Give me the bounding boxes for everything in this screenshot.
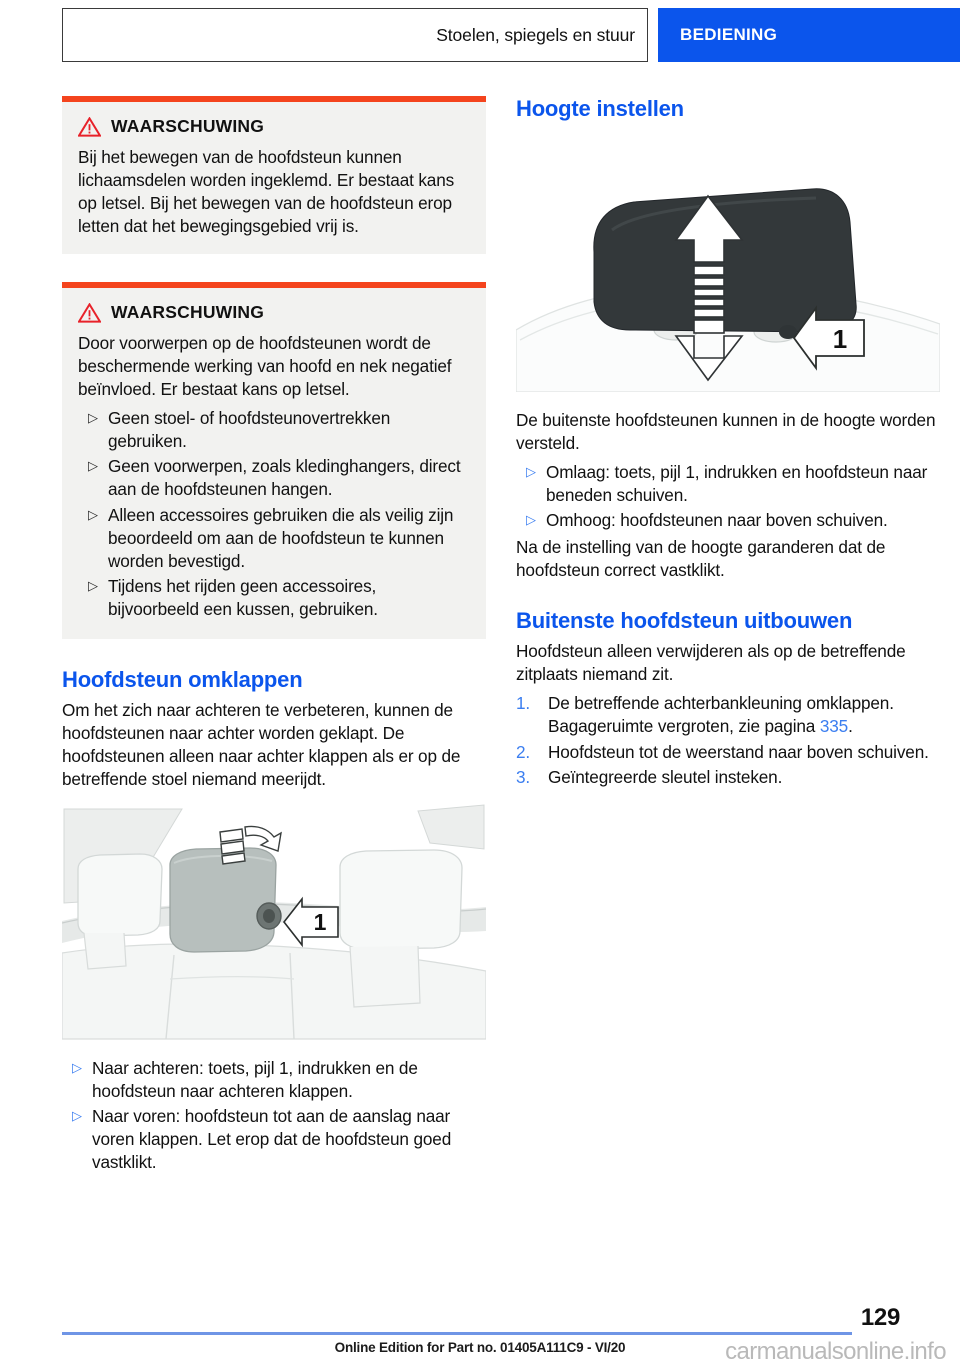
triangle-bullet-icon: ▷ xyxy=(88,506,98,522)
list-item xyxy=(62,1105,486,1174)
list-item-label: Tijdens het rijden geen accessoires, bijvoorbeeld een kussen, gebruiken. xyxy=(108,575,378,619)
step-number: 2. xyxy=(516,741,531,762)
height-intro: De buitenste hoofdsteunen kunnen in de hoogte worden versteld. xyxy=(516,410,936,454)
triangle-bullet-icon: ▷ xyxy=(72,1108,82,1124)
list-item xyxy=(516,741,940,764)
warning-1-title: WAARSCHUWING xyxy=(111,116,265,136)
figure-rear-seat-headrest-fold xyxy=(62,803,486,1045)
height-bullet-list xyxy=(516,461,940,532)
list-item-label: Omlaag: toets, pijl 1, indrukken en hoofdsteun naar beneden schuiven. xyxy=(546,462,928,506)
breadcrumb-chapter-label: Stoelen, spiegels en stuur xyxy=(436,24,635,45)
figure-callout-1: 1 xyxy=(313,908,327,935)
figure-headrest-height-adjust xyxy=(516,134,940,397)
breadcrumb-chapter-box xyxy=(62,8,648,62)
warning-2-header xyxy=(78,302,470,323)
rear-seat-headrest-fold-illustration xyxy=(62,803,486,1040)
list-item-label: Geen stoel- of hoofdsteunovertrekken gebruiken. xyxy=(108,408,391,452)
cross-reference-suffix: . xyxy=(848,716,853,737)
list-item xyxy=(78,575,470,621)
figure-callout-1: 1 xyxy=(832,324,848,354)
section-tab-label: BEDIENING xyxy=(680,25,778,44)
warning-1-header xyxy=(78,116,470,137)
page-footer xyxy=(0,1296,960,1365)
warning-2-bullet-list xyxy=(78,407,470,620)
remove-step-list xyxy=(516,692,940,788)
list-item-label: Omhoog: hoofdsteunen naar boven schuiven. xyxy=(546,510,888,531)
step-text: De betreffende achterbankleuning omklappen. xyxy=(548,693,894,714)
list-item xyxy=(516,692,940,738)
triangle-bullet-icon: ▷ xyxy=(526,464,536,480)
warning-triangle-icon xyxy=(78,303,101,323)
list-item-label: Geen voorwerpen, zoals kledinghangers, direct aan de hoofdsteunen hangen. xyxy=(108,456,461,500)
cross-reference-prefix: Bagageruimte vergroten, zie pagina xyxy=(548,716,820,737)
triangle-bullet-icon: ▷ xyxy=(88,577,98,593)
list-item-label: Geïntegreerde sleutel insteken. xyxy=(548,766,783,787)
footer-divider xyxy=(62,1332,852,1335)
section-tab-bediening xyxy=(658,8,960,62)
page-header xyxy=(0,0,960,70)
warning-1-body: Bij het bewegen van de hoofdsteun kunnen lichaamsdelen worden ingeklemd. Er bestaat kans op letsel. Bij het bewegen van de hoofdsteun erop letten dat het bewegingsgebied vrij is. xyxy=(78,147,455,237)
section-heading-remove: Buitenste hoofdsteun uitbouwen xyxy=(516,608,853,634)
section-heading-fold: Hoofdsteun omklappen xyxy=(62,666,303,692)
triangle-bullet-icon: ▷ xyxy=(526,512,536,528)
step-cross-reference xyxy=(548,716,853,736)
triangle-bullet-icon: ▷ xyxy=(72,1059,82,1075)
step-number: 1. xyxy=(516,693,531,714)
list-item xyxy=(78,455,470,501)
list-item xyxy=(516,509,940,532)
edition-note: Online Edition for Part no. 01405A111C9 - VI/20 xyxy=(334,1340,626,1355)
list-item-label: Naar voren: hoofdsteun tot aan de aanslag naar voren klappen. Let erop dat de hoofdsteun goed vastklikt. xyxy=(92,1106,452,1173)
right-column xyxy=(516,96,940,791)
list-item xyxy=(516,461,940,507)
headrest-height-adjust-illustration xyxy=(516,134,940,392)
section-fold-intro: Om het zich naar achteren te verbeteren, kunnen de hoofdsteunen naar achter worden geklapt. De hoofdsteunen alleen naar achter klappen als er op de betreffende stoel niemand meerijdt. xyxy=(62,699,461,789)
warning-box-2 xyxy=(62,282,486,639)
warning-triangle-icon xyxy=(78,117,101,137)
list-item xyxy=(78,407,470,453)
triangle-bullet-icon: ▷ xyxy=(88,458,98,474)
step-number: 3. xyxy=(516,766,531,787)
section-heading-height: Hoogte instellen xyxy=(516,96,684,121)
height-outro: Na de instelling van de hoogte garanderen dat de hoofdsteun correct vastklikt. xyxy=(516,537,886,581)
list-item-label xyxy=(548,692,940,738)
page-number: 129 xyxy=(860,1304,900,1331)
warning-2-body: Door voorwerpen op de hoofdsteunen wordt de beschermende werking van hoofd en nek negatief beïnvloed. Er bestaat kans op letsel. xyxy=(78,333,452,400)
list-item xyxy=(62,1057,486,1103)
list-item-label: Alleen accessoires gebruiken die als veilig zijn beoordeeld om aan de hoofdsteun te kunnen worden bevestigd. xyxy=(108,504,454,571)
list-item xyxy=(78,504,470,573)
list-item-label: Hoofdsteun tot de weerstand naar boven schuiven. xyxy=(548,741,929,762)
cross-reference-page-link[interactable]: 335 xyxy=(819,716,849,737)
left-column xyxy=(62,96,486,1176)
fold-bullet-list xyxy=(62,1057,486,1174)
triangle-bullet-icon: ▷ xyxy=(88,410,98,426)
list-item-label: Naar achteren: toets, pijl 1, indrukken en de hoofdsteun naar achteren klappen. xyxy=(92,1057,418,1101)
warning-2-title: WAARSCHUWING xyxy=(111,302,265,323)
list-item xyxy=(516,766,940,789)
watermark-text: carmanualsonline.info xyxy=(725,1338,946,1365)
warning-box-1 xyxy=(62,96,486,254)
remove-intro: Hoofdsteun alleen verwijderen als op de betreffende zitplaats niemand zit. xyxy=(516,641,906,685)
